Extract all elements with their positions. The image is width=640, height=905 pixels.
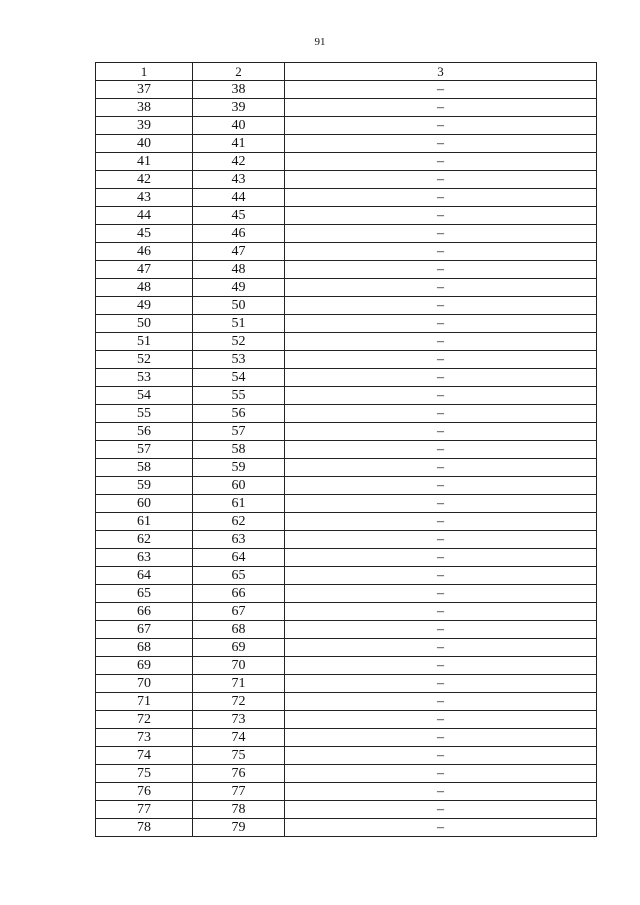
table-cell-col-2: 73 <box>193 711 285 729</box>
table-cell-col-2: 54 <box>193 369 285 387</box>
table-cell-col-2: 50 <box>193 297 285 315</box>
table-cell-col-3: – <box>285 171 597 189</box>
table-row <box>96 693 597 711</box>
table-cell-col-2: 47 <box>193 243 285 261</box>
table-cell-col-2: 75 <box>193 747 285 765</box>
table-cell-col-1: 69 <box>96 657 193 675</box>
table-cell-col-3: – <box>285 693 597 711</box>
table-cell-col-3: – <box>285 675 597 693</box>
table-cell-col-3: – <box>285 819 597 837</box>
table-cell-col-1: 68 <box>96 639 193 657</box>
table-row <box>96 513 597 531</box>
table-cell-col-1: 62 <box>96 531 193 549</box>
table-row <box>96 387 597 405</box>
table-cell-col-2: 72 <box>193 693 285 711</box>
table-cell-col-1: 49 <box>96 297 193 315</box>
table-cell-col-2: 64 <box>193 549 285 567</box>
table-row <box>96 783 597 801</box>
table-cell-col-3: – <box>285 81 597 99</box>
table-cell-col-3: – <box>285 405 597 423</box>
table-row <box>96 711 597 729</box>
table-cell-col-1: 53 <box>96 369 193 387</box>
table-row <box>96 153 597 171</box>
table-cell-col-2: 68 <box>193 621 285 639</box>
table-row <box>96 405 597 423</box>
table-cell-col-3: – <box>285 387 597 405</box>
table-cell-col-1: 41 <box>96 153 193 171</box>
table-row <box>96 495 597 513</box>
table-row <box>96 351 597 369</box>
table-row <box>96 423 597 441</box>
table-cell-col-1: 63 <box>96 549 193 567</box>
table-row <box>96 117 597 135</box>
table-cell-col-1: 61 <box>96 513 193 531</box>
table-row <box>96 279 597 297</box>
table-cell-col-1: 64 <box>96 567 193 585</box>
table-cell-col-3: – <box>285 711 597 729</box>
table-cell-col-2: 78 <box>193 801 285 819</box>
table-cell-col-3: – <box>285 99 597 117</box>
table-row <box>96 369 597 387</box>
table-cell-col-2: 48 <box>193 261 285 279</box>
table-row <box>96 297 597 315</box>
table-cell-col-2: 65 <box>193 567 285 585</box>
column-header-3: 3 <box>285 63 597 81</box>
table-cell-col-1: 38 <box>96 99 193 117</box>
table-cell-col-2: 71 <box>193 675 285 693</box>
table-cell-col-3: – <box>285 225 597 243</box>
table-cell-col-2: 40 <box>193 117 285 135</box>
table-cell-col-1: 78 <box>96 819 193 837</box>
table-cell-col-3: – <box>285 207 597 225</box>
table-cell-col-3: – <box>285 117 597 135</box>
table-cell-col-1: 40 <box>96 135 193 153</box>
table-cell-col-2: 41 <box>193 135 285 153</box>
table-row <box>96 189 597 207</box>
table-row <box>96 747 597 765</box>
table-cell-col-1: 37 <box>96 81 193 99</box>
table-cell-col-2: 45 <box>193 207 285 225</box>
table-cell-col-2: 77 <box>193 783 285 801</box>
table-cell-col-1: 72 <box>96 711 193 729</box>
table-cell-col-1: 47 <box>96 261 193 279</box>
table-cell-col-3: – <box>285 801 597 819</box>
table-row <box>96 765 597 783</box>
table-cell-col-3: – <box>285 657 597 675</box>
table-cell-col-2: 49 <box>193 279 285 297</box>
table-cell-col-2: 69 <box>193 639 285 657</box>
table-row <box>96 621 597 639</box>
table-cell-col-3: – <box>285 153 597 171</box>
table-cell-col-2: 55 <box>193 387 285 405</box>
column-header-2: 2 <box>193 63 285 81</box>
table-cell-col-1: 50 <box>96 315 193 333</box>
table-row <box>96 315 597 333</box>
table-cell-col-3: – <box>285 351 597 369</box>
table-cell-col-1: 51 <box>96 333 193 351</box>
table-cell-col-3: – <box>285 459 597 477</box>
table-cell-col-3: – <box>285 603 597 621</box>
table-cell-col-3: – <box>285 783 597 801</box>
table-cell-col-2: 62 <box>193 513 285 531</box>
table-cell-col-2: 38 <box>193 81 285 99</box>
table-cell-col-2: 66 <box>193 585 285 603</box>
table-cell-col-1: 66 <box>96 603 193 621</box>
table-cell-col-1: 39 <box>96 117 193 135</box>
table-cell-col-2: 57 <box>193 423 285 441</box>
table-row <box>96 477 597 495</box>
table-cell-col-1: 74 <box>96 747 193 765</box>
table-cell-col-3: – <box>285 279 597 297</box>
table-cell-col-1: 71 <box>96 693 193 711</box>
table-cell-col-2: 42 <box>193 153 285 171</box>
table-cell-col-3: – <box>285 585 597 603</box>
table-cell-col-1: 77 <box>96 801 193 819</box>
table-row <box>96 729 597 747</box>
table-row <box>96 333 597 351</box>
table-row <box>96 567 597 585</box>
table-cell-col-2: 59 <box>193 459 285 477</box>
table-cell-col-1: 57 <box>96 441 193 459</box>
table-row <box>96 243 597 261</box>
table-cell-col-1: 75 <box>96 765 193 783</box>
table-cell-col-1: 67 <box>96 621 193 639</box>
table-cell-col-1: 58 <box>96 459 193 477</box>
table-cell-col-2: 51 <box>193 315 285 333</box>
table-cell-col-3: – <box>285 729 597 747</box>
table-row <box>96 801 597 819</box>
table-row <box>96 531 597 549</box>
table-cell-col-3: – <box>285 189 597 207</box>
table-row <box>96 171 597 189</box>
table-cell-col-3: – <box>285 531 597 549</box>
table-cell-col-1: 56 <box>96 423 193 441</box>
table-cell-col-2: 44 <box>193 189 285 207</box>
table-row <box>96 441 597 459</box>
table-cell-col-2: 67 <box>193 603 285 621</box>
table-cell-col-2: 58 <box>193 441 285 459</box>
table-row <box>96 549 597 567</box>
table-cell-col-2: 61 <box>193 495 285 513</box>
table-cell-col-1: 48 <box>96 279 193 297</box>
table-cell-col-1: 46 <box>96 243 193 261</box>
table-cell-col-1: 59 <box>96 477 193 495</box>
table-cell-col-3: – <box>285 621 597 639</box>
table-cell-col-3: – <box>285 297 597 315</box>
table-cell-col-3: – <box>285 513 597 531</box>
table-row <box>96 99 597 117</box>
table-row <box>96 207 597 225</box>
table-cell-col-1: 54 <box>96 387 193 405</box>
table-cell-col-1: 52 <box>96 351 193 369</box>
table-cell-col-2: 43 <box>193 171 285 189</box>
table-cell-col-3: – <box>285 423 597 441</box>
table-row <box>96 81 597 99</box>
table-cell-col-1: 43 <box>96 189 193 207</box>
table-cell-col-2: 79 <box>193 819 285 837</box>
table-cell-col-2: 60 <box>193 477 285 495</box>
table-cell-col-2: 70 <box>193 657 285 675</box>
table-cell-col-1: 42 <box>96 171 193 189</box>
table-cell-col-3: – <box>285 567 597 585</box>
table-cell-col-3: – <box>285 315 597 333</box>
table-cell-col-2: 56 <box>193 405 285 423</box>
table-cell-col-3: – <box>285 639 597 657</box>
table-row <box>96 135 597 153</box>
table-row <box>96 603 597 621</box>
table-cell-col-1: 45 <box>96 225 193 243</box>
table-cell-col-2: 76 <box>193 765 285 783</box>
table-cell-col-2: 53 <box>193 351 285 369</box>
table-row <box>96 675 597 693</box>
table-row <box>96 225 597 243</box>
table-header-row <box>96 63 597 81</box>
table-row <box>96 657 597 675</box>
page-number: 91 <box>314 36 326 48</box>
table-cell-col-1: 44 <box>96 207 193 225</box>
table-cell-col-3: – <box>285 243 597 261</box>
table-body <box>96 81 597 837</box>
table-cell-col-3: – <box>285 765 597 783</box>
table-cell-col-3: – <box>285 495 597 513</box>
table-cell-col-1: 55 <box>96 405 193 423</box>
table-cell-col-3: – <box>285 369 597 387</box>
table-cell-col-2: 63 <box>193 531 285 549</box>
table-row <box>96 819 597 837</box>
table-cell-col-1: 70 <box>96 675 193 693</box>
table-row <box>96 261 597 279</box>
table-cell-col-3: – <box>285 333 597 351</box>
table-cell-col-1: 76 <box>96 783 193 801</box>
table-cell-col-3: – <box>285 477 597 495</box>
table-cell-col-3: – <box>285 549 597 567</box>
data-table <box>95 62 597 837</box>
table-cell-col-3: – <box>285 135 597 153</box>
table-row <box>96 585 597 603</box>
table-cell-col-3: – <box>285 261 597 279</box>
table-cell-col-1: 60 <box>96 495 193 513</box>
table-row <box>96 459 597 477</box>
table-cell-col-1: 73 <box>96 729 193 747</box>
table-cell-col-2: 46 <box>193 225 285 243</box>
table-cell-col-3: – <box>285 747 597 765</box>
table-cell-col-1: 65 <box>96 585 193 603</box>
table-cell-col-2: 39 <box>193 99 285 117</box>
table-cell-col-2: 74 <box>193 729 285 747</box>
table-row <box>96 639 597 657</box>
table-cell-col-2: 52 <box>193 333 285 351</box>
column-header-1: 1 <box>96 63 193 81</box>
table-cell-col-3: – <box>285 441 597 459</box>
